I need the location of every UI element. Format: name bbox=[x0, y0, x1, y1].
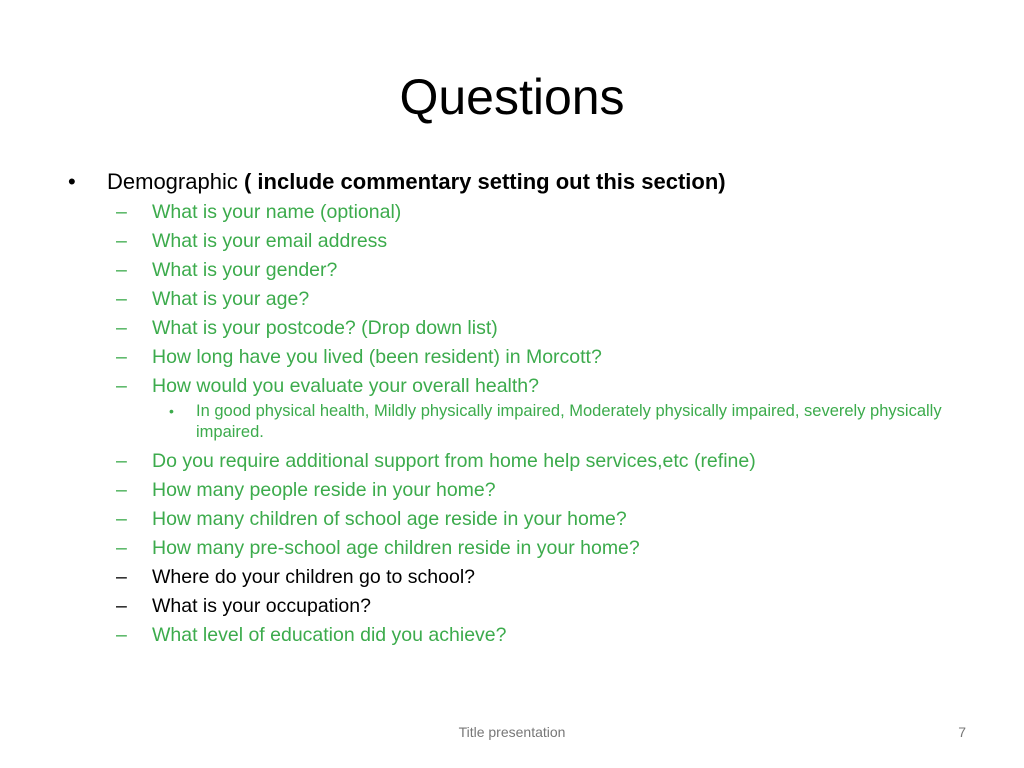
list-item-text: What is your occupation? bbox=[152, 595, 371, 617]
list-item-text: How would you evaluate your overall health? bbox=[152, 375, 539, 397]
list-item-text: What level of education did you achieve? bbox=[152, 624, 507, 646]
list-item-text: How many children of school age reside in your home? bbox=[152, 508, 627, 530]
list-item bbox=[66, 198, 966, 227]
bullet-label: Demographic bbox=[107, 169, 238, 194]
dash-icon: – bbox=[116, 566, 127, 588]
dash-icon: – bbox=[116, 624, 127, 646]
list-item-text: What is your gender? bbox=[152, 259, 338, 281]
list-item-text: What is your email address bbox=[152, 230, 388, 252]
list-item bbox=[66, 343, 966, 372]
bullet-dot-icon: • bbox=[169, 403, 174, 419]
dash-icon: – bbox=[116, 508, 127, 530]
bullet-icon: • bbox=[68, 169, 76, 194]
list-item-text: What is your name (optional) bbox=[152, 201, 402, 223]
list-item bbox=[66, 563, 966, 592]
list-item-text: What is your postcode? (Drop down list) bbox=[152, 317, 498, 339]
dash-icon: – bbox=[116, 595, 127, 617]
slide-title: Questions bbox=[399, 69, 625, 125]
dash-icon: – bbox=[116, 201, 127, 223]
list-item-text: What is your age? bbox=[152, 288, 310, 310]
dash-icon: – bbox=[116, 317, 127, 339]
dash-icon: – bbox=[116, 288, 127, 310]
list-item bbox=[66, 285, 966, 314]
footer-title: Title presentation bbox=[458, 724, 566, 740]
list-item-text: How many people reside in your home? bbox=[152, 479, 496, 501]
list-item-text: How long have you lived (been resident) in Morcott? bbox=[152, 346, 602, 368]
dash-icon: – bbox=[116, 346, 127, 368]
list-item bbox=[66, 621, 966, 650]
list-item bbox=[66, 227, 966, 256]
list-item-text: Where do your children go to school? bbox=[152, 566, 476, 588]
list-item-text: How many pre-school age children reside in your home? bbox=[152, 537, 640, 559]
dash-icon: – bbox=[116, 375, 127, 397]
dash-icon: – bbox=[116, 230, 127, 252]
bullet-demographic bbox=[66, 166, 966, 198]
list-item bbox=[66, 534, 966, 563]
list-item bbox=[66, 505, 966, 534]
dash-icon: – bbox=[116, 479, 127, 501]
bullet-bold-note: ( include commentary setting out this section) bbox=[243, 169, 726, 194]
list-item bbox=[66, 256, 966, 285]
dash-icon: – bbox=[116, 450, 127, 472]
dash-icon: – bbox=[116, 259, 127, 281]
list-item-text: Do you require additional support from home help services,etc (refine) bbox=[152, 450, 756, 472]
dash-icon: – bbox=[116, 537, 127, 559]
list-item bbox=[66, 372, 966, 401]
list-item bbox=[66, 314, 966, 343]
page-number: 7 bbox=[958, 724, 966, 740]
nested-list-item bbox=[66, 401, 966, 443]
slide-content bbox=[66, 166, 966, 650]
list-item bbox=[66, 476, 966, 505]
nested-list-item-text: In good physical health, Mildly physically impaired, Moderately physically impaired, severely physically impaired. bbox=[196, 402, 942, 441]
list-item bbox=[66, 447, 966, 476]
list-item bbox=[66, 592, 966, 621]
